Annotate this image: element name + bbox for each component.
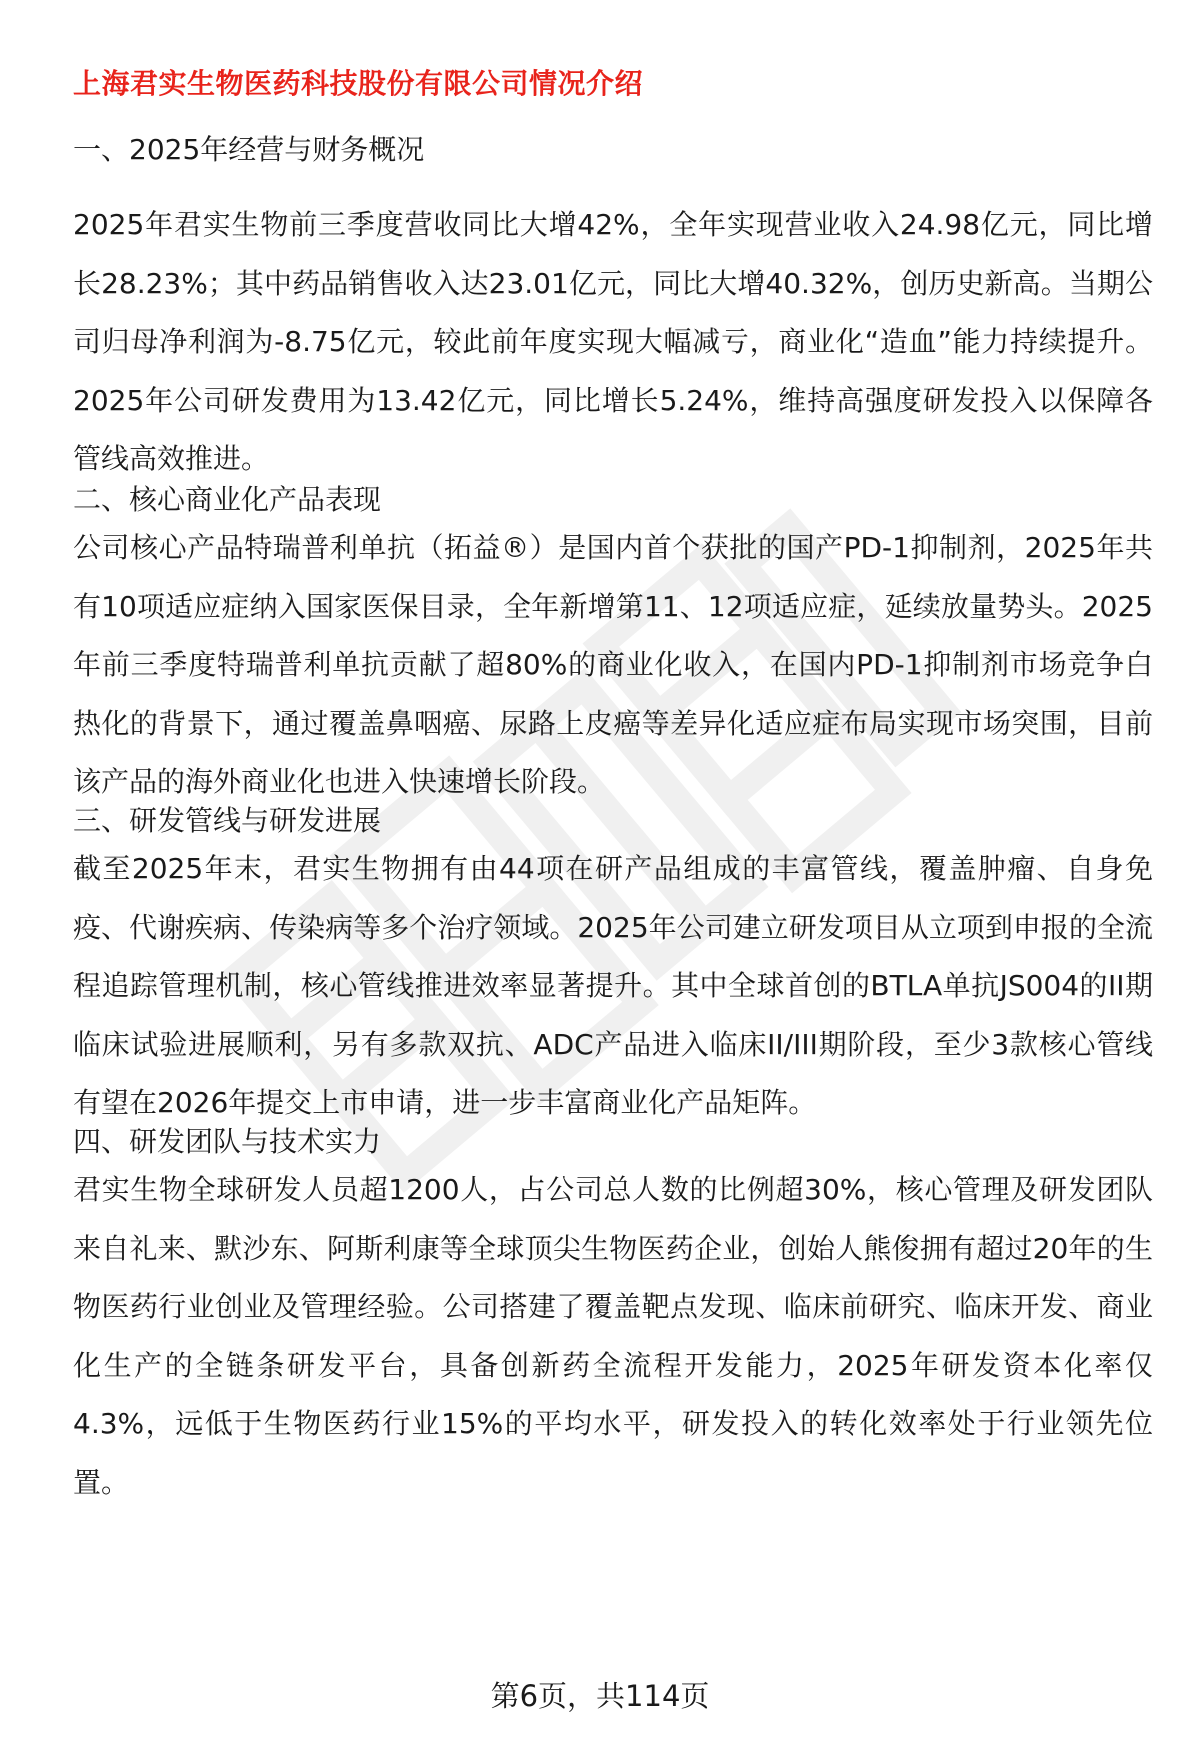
document-title: 上海君实生物医药科技股份有限公司情况介绍: [73, 67, 644, 100]
section-heading-3: 三、研发管线与研发进展: [73, 804, 382, 837]
section-paragraph-2: 公司核心产品特瑞普利单抗（拓益®）是国内首个获批的国产PD-1抑制剂，2025年共有10项适应症纳入国家医保目录，全年新增第11、12项适应症，延续放量势头。2025年前三季度特瑞普利单抗贡献了超80%的商业化收入，在国内PD-1抑制剂市场竞争白热化的背景下，通过覆盖鼻咽癌、尿路上皮癌等差异化适应症布局实现市场突围，目前该产品的海外商业化也进入快速增长阶段。: [73, 531, 1153, 798]
section-paragraph-3: 截至2025年末，君实生物拥有由44项在研产品组成的丰富管线，覆盖肿瘤、自身免疫、代谢疾病、传染病等多个治疗领域。2025年公司建立研发项目从立项到申报的全流程追踪管理机制，核心管线推进效率显著提升。其中全球首创的BTLA单抗JS004的II期临床试验进展顺利，另有多款双抗、ADC产品进入临床II/III期阶段，至少3款核心管线有望在2026年提交上市申请，进一步丰富商业化产品矩阵。: [73, 852, 1153, 1119]
section-paragraph-4: 君实生物全球研发人员超1200人，占公司总人数的比例超30%，核心管理及研发团队来自礼来、默沙东、阿斯利康等全球顶尖生物医药企业，创始人熊俊拥有超过20年的生物医药行业创业及管理经验。公司搭建了覆盖靶点发现、临床前研究、临床开发、商业化生产的全链条研发平台，具备创新药全流程开发能力，2025年研发资本化率仅4.3%，远低于生物医药行业15%的平均水平，研发投入的转化效率处于行业领先位置。: [73, 1173, 1153, 1499]
section-heading-2: 二、核心商业化产品表现: [73, 483, 382, 516]
section-heading-1: 一、2025年经营与财务概况: [73, 133, 425, 166]
page-footer: 第6页，共114页: [490, 1679, 710, 1713]
section-paragraph-1: 2025年君实生物前三季度营收同比大增42%，全年实现营业收入24.98亿元，同比增长28.23%；其中药品销售收入达23.01亿元，同比大增40.32%，创历史新高。当期公司归母净利润为-8.75亿元，较此前年度实现大幅减亏，商业化“造血”能力持续提升。2025年公司研发费用为13.42亿元，同比增长5.24%，维持高强度研发投入以保障各管线高效推进。: [73, 208, 1153, 475]
section-heading-4: 四、研发团队与技术实力: [73, 1125, 382, 1158]
